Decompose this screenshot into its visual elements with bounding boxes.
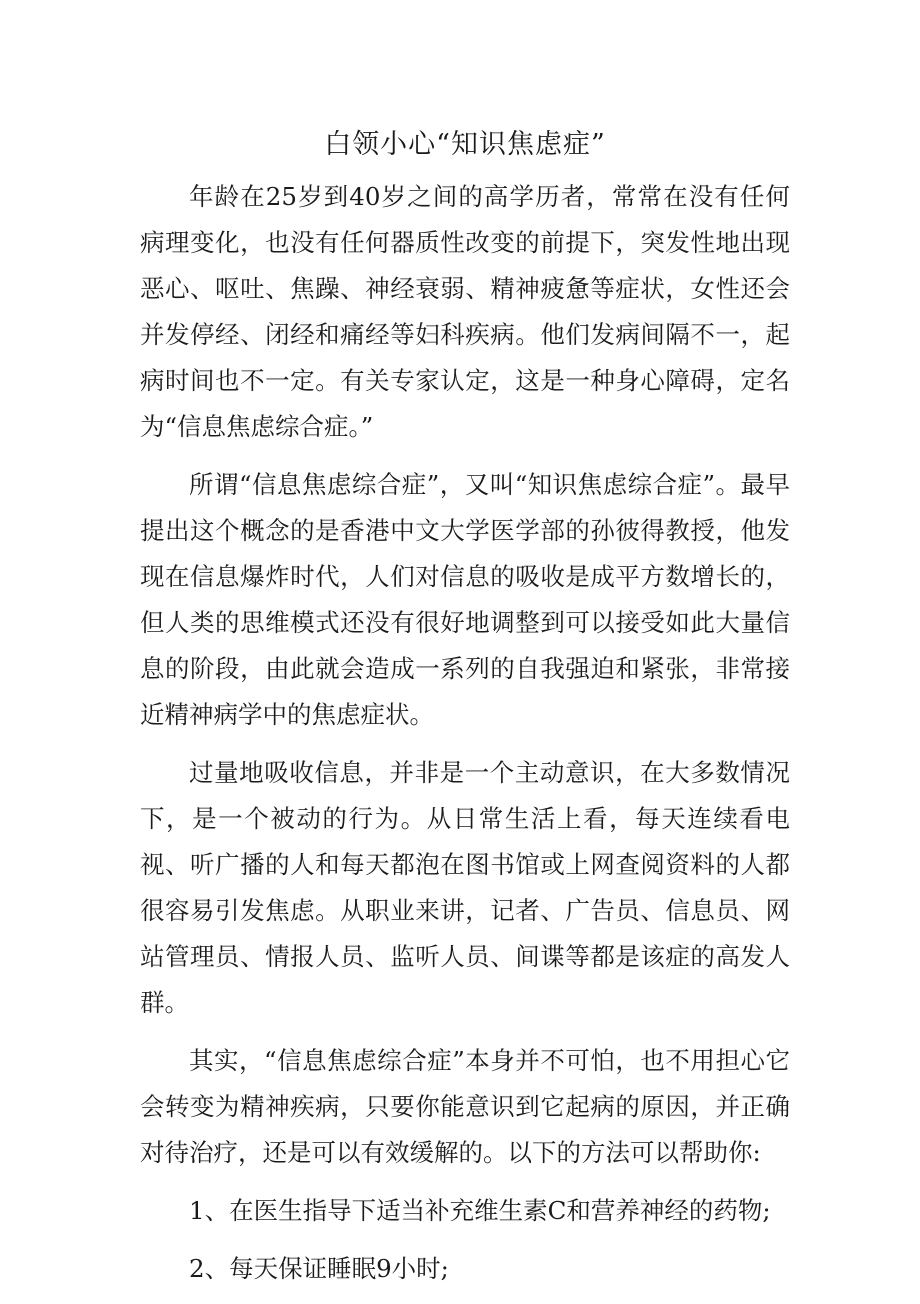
document-title: 白领小心“知识焦虑症” <box>324 129 606 160</box>
paragraph-2: 所谓“信息焦虑综合症”，又叫“知识焦虑综合症”。最早提出这个概念的是香港中文大学医学部的孙彼得教授，他发现在信息爆炸时代，人们对信息的吸收是成平方数增长的，但人类的思维模式还没有很好地调整到可以接受如此大量信息的阶段，由此就会造成一系列的自我强迫和紧张，非常接近精神病学中的焦虑症状。 <box>140 470 790 729</box>
paragraph-1: 年龄在25岁到40岁之间的高学历者，常常在没有任何病理变化，也没有任何器质性改变的前提下，突发性地出现恶心、呕吐、焦躁、神经衰弱、精神疲惫等症状，女性还会并发停经、闭经和痛经等妇科疾病。他们发病间隔不一，起病时间也不一定。有关专家认定，这是一种身心障碍，定名为“信息焦虑综合症。” <box>140 182 790 441</box>
list-item-2: 2、每天保证睡眠9小时; <box>189 1254 449 1283</box>
paragraph-4: 其实，“信息焦虑综合症”本身并不可怕，也不用担心它会转变为精神疾病，只要你能意识到它起病的原因，并正确对待治疗，还是可以有效缓解的。以下的方法可以帮助你: <box>140 1046 790 1167</box>
list-item-1: 1、在医生指导下适当补充维生素C和营养神经的药物; <box>189 1196 771 1225</box>
paragraph-3: 过量地吸收信息，并非是一个主动意识，在大多数情况下，是一个被动的行为。从日常生活上看，每天连续看电视、听广播的人和每天都泡在图书馆或上网查阅资料的人都很容易引发焦虑。从职业来讲，记者、广告员、信息员、网站管理员、情报人员、监听人员、间谍等都是该症的高发人群。 <box>140 758 790 1017</box>
document-page <box>140 118 790 1304</box>
